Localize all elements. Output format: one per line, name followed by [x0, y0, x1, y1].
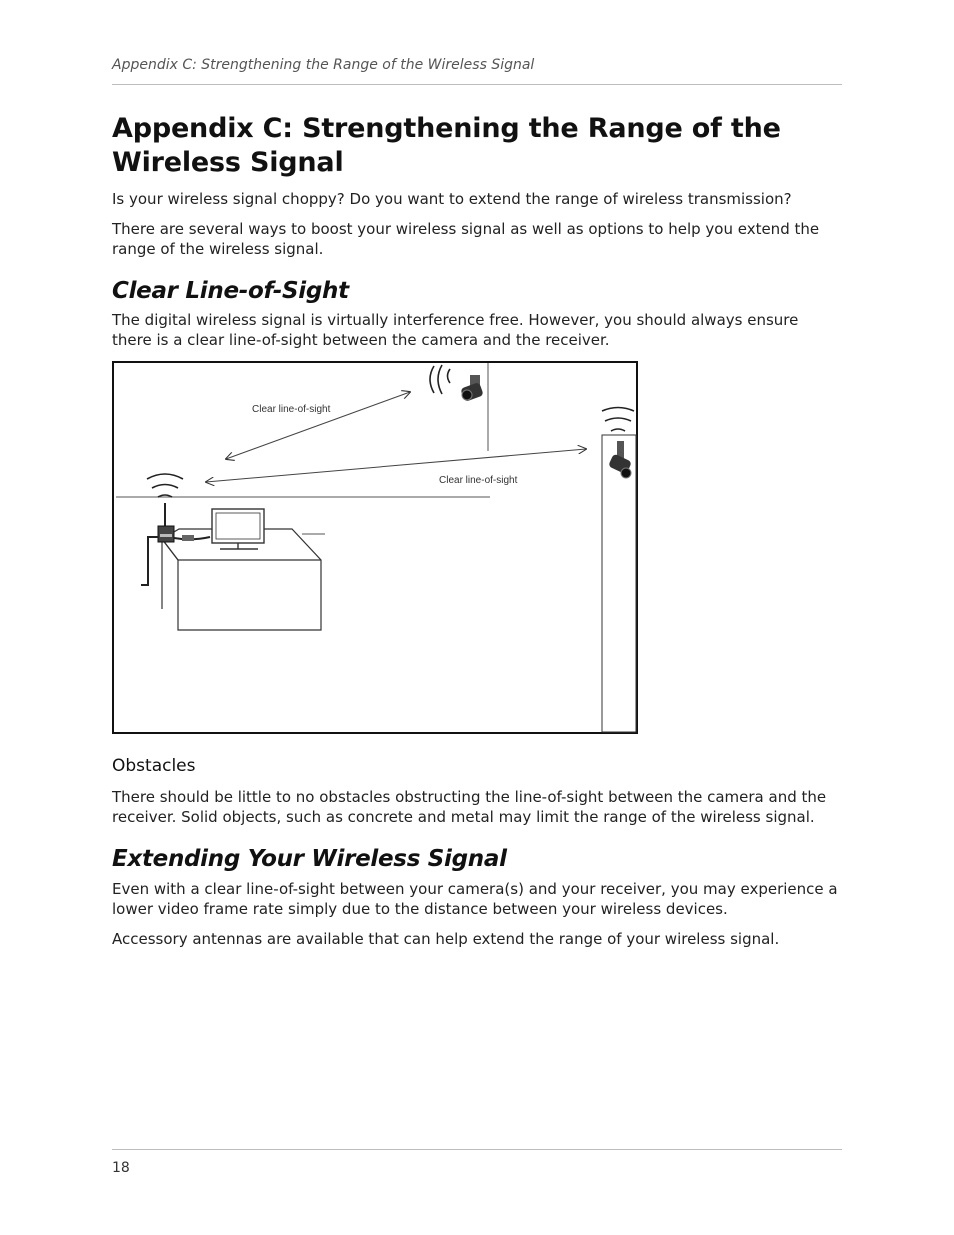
sight-line-label-upper: Clear line-of-sight [252, 403, 331, 415]
page-content [112, 112, 842, 949]
pillar [602, 435, 636, 732]
monitor-icon [212, 509, 264, 549]
extending-paragraph-2: Accessory antennas are available that can help extend the range of your wireless signal. [112, 929, 780, 948]
section-heading-extending-wireless-signal: Extending Your Wireless Signal [112, 845, 507, 872]
obstacles-paragraph: There should be little to no obstacles obstructing the line-of-sight between the camera and the receiver. Solid objects, such as concrete and metal may limit the range of the wireless signal. [112, 787, 827, 826]
desk-icon [162, 529, 321, 630]
intro-paragraph-2: There are several ways to boost your wireless signal as well as options to help you extend the range of the wireless signal. [112, 219, 820, 258]
running-header: Appendix C: Strengthening the Range of the Wireless Signal [112, 57, 535, 73]
sight-line-label-lower: Clear line-of-sight [439, 474, 518, 486]
header-divider [112, 84, 842, 85]
line-of-sight-diagram [112, 361, 638, 734]
intro-paragraph-1: Is your wireless signal choppy? Do you want to extend the range of wireless transmission? [112, 190, 792, 208]
footer-divider [112, 1149, 842, 1150]
section-heading-clear-line-of-sight: Clear Line-of-Sight [112, 277, 349, 304]
page-title: Appendix C: Strengthening the Range of the Wireless Signal [112, 113, 781, 178]
subsection-heading-obstacles: Obstacles [112, 755, 196, 776]
clear-line-of-sight-paragraph: The digital wireless signal is virtually interference free. However, you should always ensure there is a clear line-of-sight between the camera and the receiver. [112, 310, 799, 349]
extending-paragraph-1: Even with a clear line-of-sight between your camera(s) and your receiver, you may experience a lower video frame rate simply due to the distance between your wireless devices. [112, 879, 838, 918]
page-number: 18 [112, 1160, 130, 1176]
